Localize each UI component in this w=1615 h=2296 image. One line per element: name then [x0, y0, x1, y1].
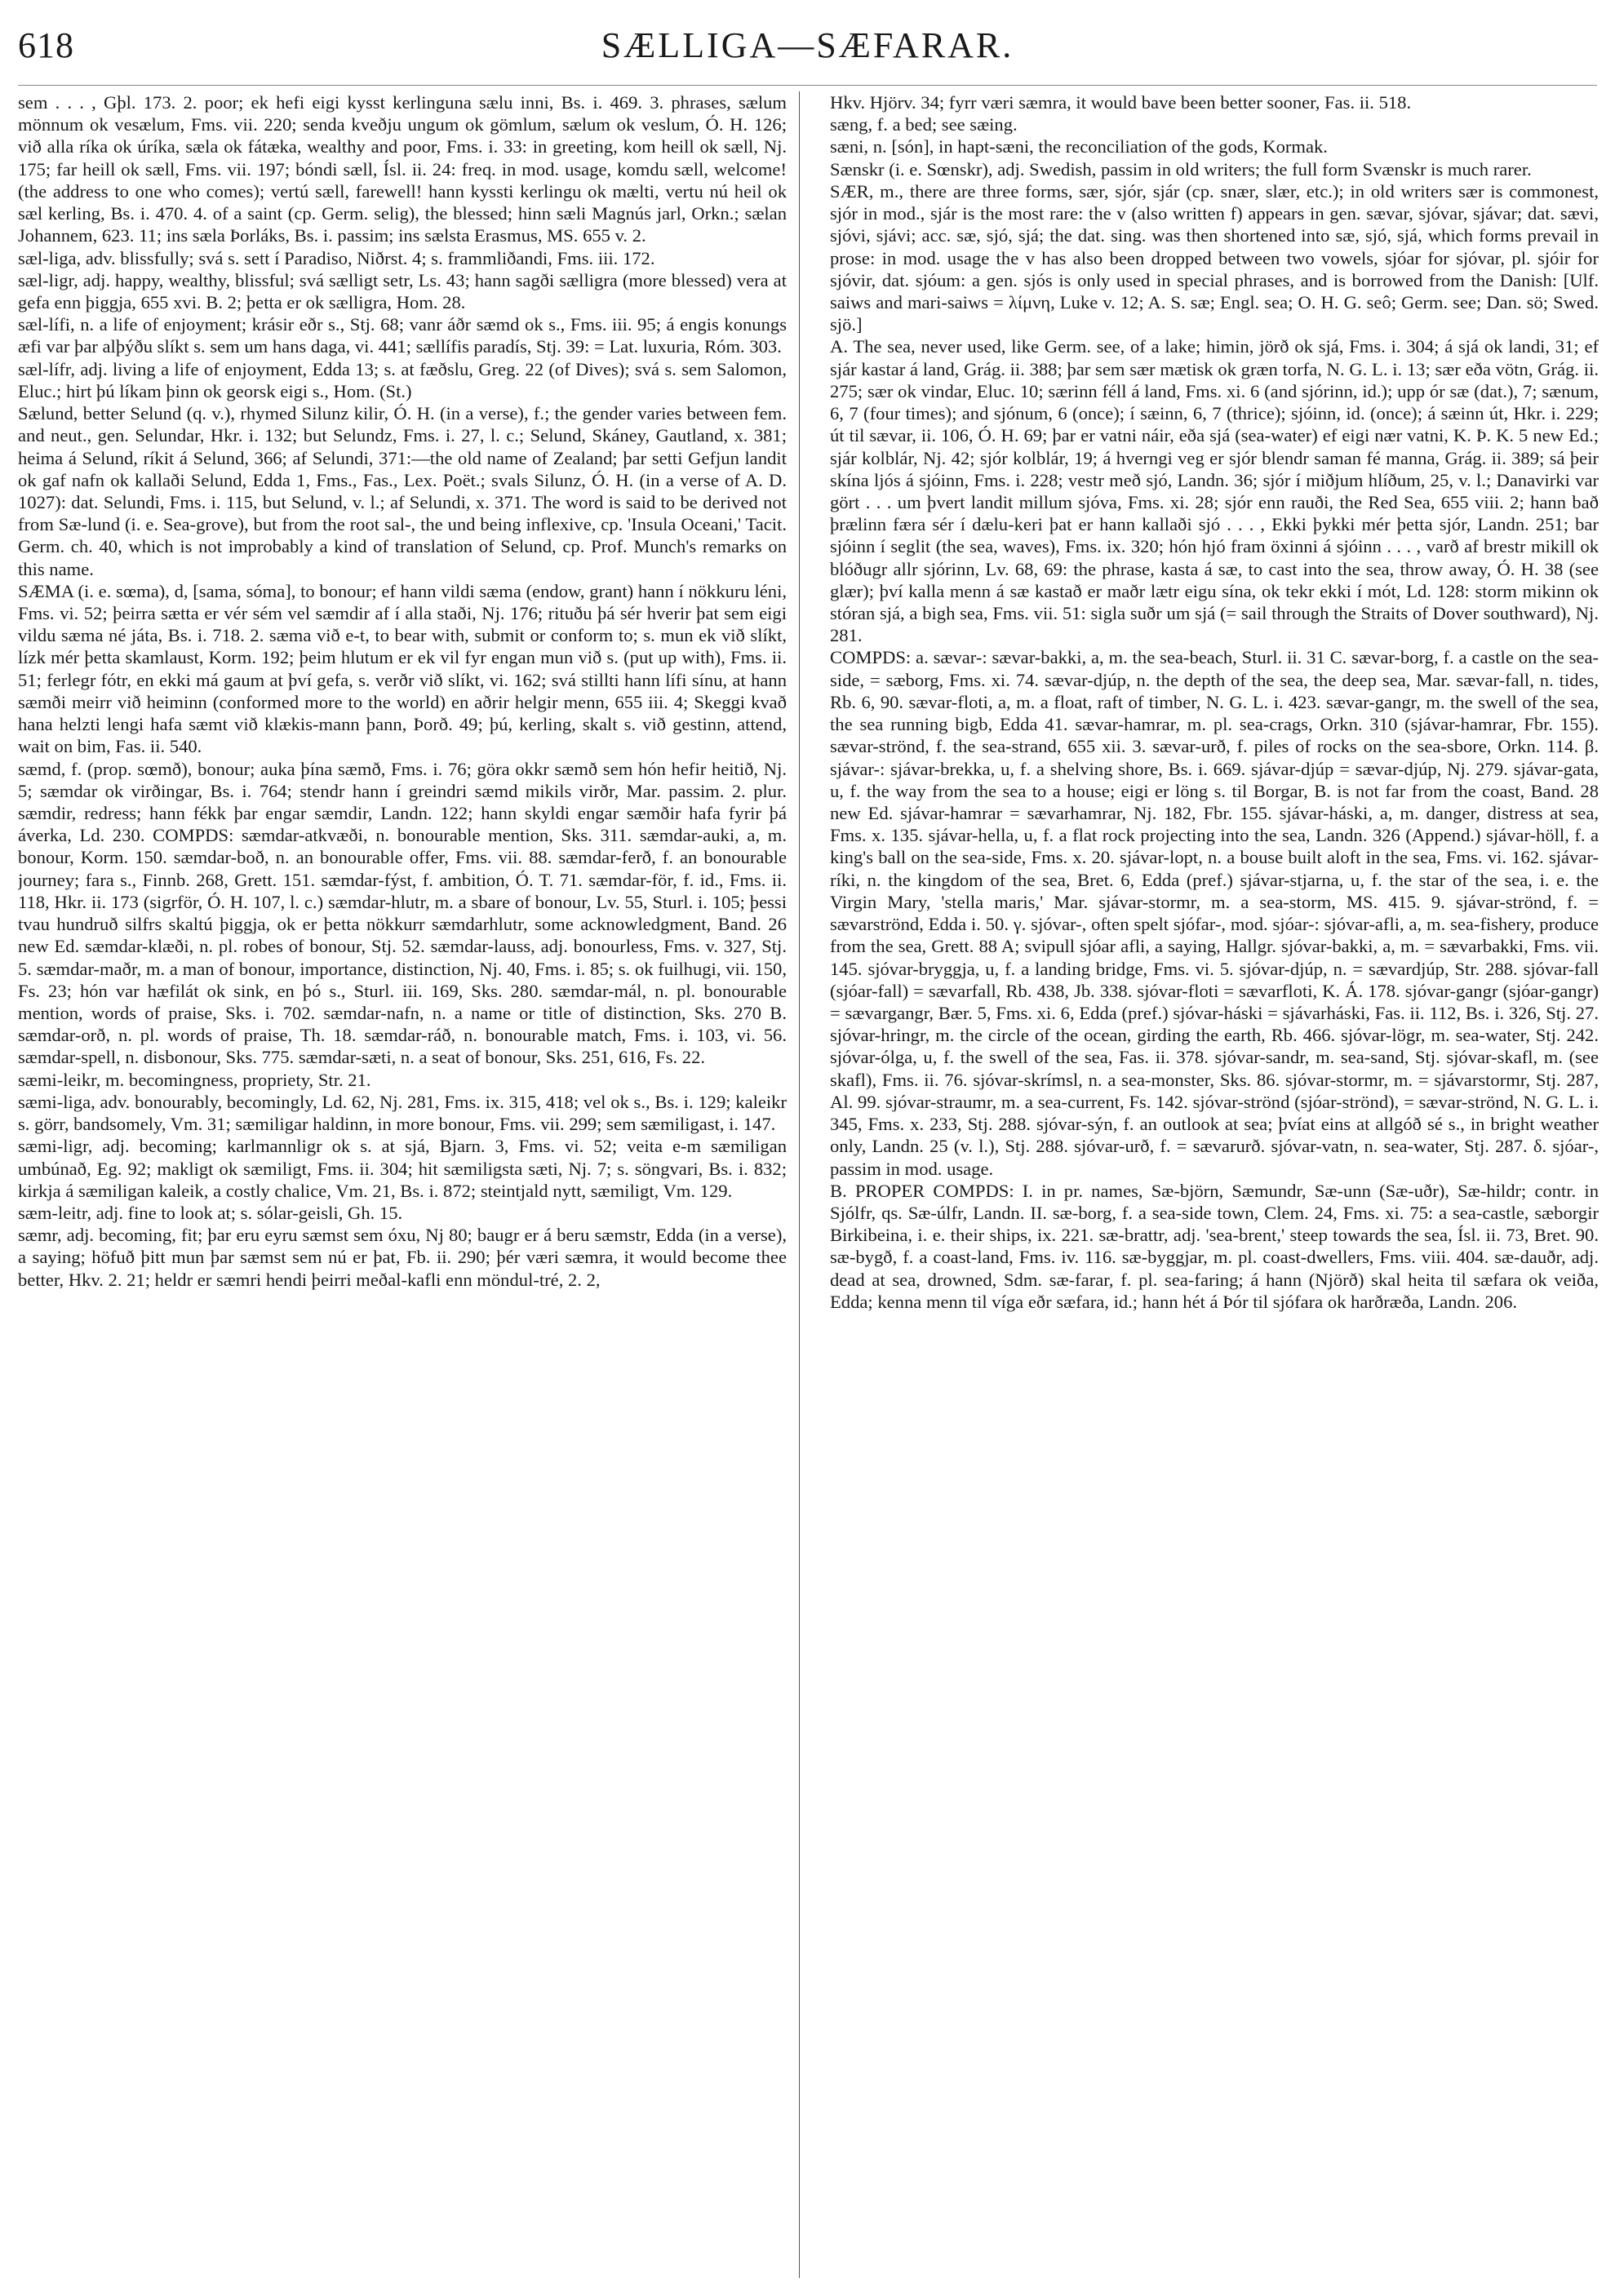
entry-saemd: sæmd, f. (prop. sœmð), bonour; auka þína sæmð, Fms. i. 76; göra okkr sæmð sem hón hefir heitið, Nj. 5; sæmdar ok virðingar, Bs. i. 764; stendr hann í greindri sæmd mikils virðr, Mar. passim. 2. plur. sæmdir, redress; hann fékk þar engar sæmdir, Landn. 122; hann skyldi engar sæmðir hafa fyrir þá áverka, Ld. 230. COMPDS: sæmdar-atkvæði, n. bonourable mention, Sks. 311. sæmdar-auki, a, m. bonour, Korm. 150. sæmdar-boð, n. an bonourable offer, Fms. vii. 88. sæmdar-ferð, f. an bonourable journey; fara s., Finnb. 268, Grett. 151. sæmdar-fýst, f. ambition, Ó. T. 71. sæmdar-för, f. id., Fms. ii. 118, Hkr. ii. 173 (sigrför, Ó. H. 107, l. c.) sæmdar-hlutr, m. a sbare of bonour, Lv. 55, Sturl. i. 105; þessi tvau hundruð silfrs skaltú þiggja, ok er þetta nökkurr sæmdarhlutr, some acknowledgment, Band. 26 new Ed. sæmdar-klæði, n. pl. robes of bonour, Stj. 52. sæmdar-lauss, adj. bonourless, Fms. v. 327, Stj. 5. sæmdar-maðr, m. a man of bonour, importance, distinction, Nj. 40, Fms. i. 85; s. ok fuilhugi, vii. 150, Fs. 23; hón var hæfilát ok sink, en þó s., Sturl. iii. 169, Sks. 280. sæmdar-mál, n. pl. bonourable mention, words of praise, Sks. i. 702. sæmdar-nafn, n. a name or title of distinction, Sks. 270 B. sæmdar-orð, n. pl. words of praise, Th. 18. sæmdar-ráð, n. bonourable match, Fms. i. 103, vi. 56. sæmdar-spell, n. disbonour, Sks. 775. sæmdar-sæti, n. a seat of bonour, Sks. 251, 616, Fs. 22. [18, 758, 787, 1068]
entry-saeni: sæni, n. [són], in hapt-sæni, the reconciliation of the gods, Kormak. [830, 136, 1328, 157]
entry-sael-ligr: sæl-ligr, adj. happy, wealthy, blissful; svá sælligt setr, Ls. 43; hann sagði sælligra (more blessed) vera at gefa enn þiggja, 655 xvi. B. 2; þetta er ok sælligra, Hom. 28. [18, 269, 787, 312]
entry-saemr-cont: Hkv. Hjörv. 34; fyrr væri sæmra, it would bave been better sooner, Fas. ii. 518. [830, 92, 1412, 113]
entry-saemi-leikr: sæmi-leikr, m. becomingness, propriety, Str. 21. [18, 1069, 371, 1090]
entry-saem-leitr: sæm-leitr, adj. fine to look at; s. sólar-geisli, Gh. 15. [18, 1202, 403, 1223]
page-number: 618 [18, 25, 74, 65]
entry-saeng: sæng, f. a bed; see sæing. [830, 114, 1018, 135]
column-divider [799, 91, 800, 2278]
entry-saer-proper-compounds: B. PROPER COMPDS: I. in pr. names, Sæ-björn, Sæmundr, Sæ-unn (Sæ-uðr), Sæ-hildr; contr. in Sjólfr, qs. Sæ-úlfr, Landn. II. sæ-borg, f. a sea-side town, Clem. 24, Fms. xi. 75: a sea-castle, sæborgir Birkibeina, i. e. their ships, ix. 221. sæ-brattr, adj. 'sea-brent,' steep towards the sea, Ísl. ii. 73, Bret. 90. sæ-bygð, f. a coast-land, Fms. iv. 116. sæ-byggjar, m. pl. coast-dwellers, Fms. viii. 404. sæ-dauðr, adj. dead at sea, drowned, Sdm. sæ-farar, f. pl. sea-faring; á hann (Njörð) skal heita til sæfara ok veiða, Edda; kenna menn til víga eðr sæfara, id.; hann hét á Þór til sjófara ok harðræða, Landn. 206. [830, 1180, 1599, 1312]
entry-saelund: Sælund, better Selund (q. v.), rhymed Silunz kilir, Ó. H. (in a verse), f.; the gender varies between fem. and neut., gen. Selundar, Hkr. i. 132; but Selundz, Fms. i. 27, l. c.; Selund, Skáney, Gautland, x. 381; heima á Selund, ríkit á Selund, 366; af Selundi, 371:—the old name of Zealand; þar setti Gefjun landit ok gaf nafn ok kallaði Selund, Edda 1, Fms., Fas., Lex. Poët.; svals Silunz, Ó. H. (in a verse of A. D. 1027): dat. Selundi, Fms. i. 115, but Selund, v. l.; af Selundi, x. 371. The word is said to be derived not from Sæ-lund (i. e. Sea-grove), but from the root sal-, the und being inflexive, cp. 'Insula Oceani,' Tacit. Germ. ch. 40, which is not improbably a kind of translation of Selund, cp. Prof. Munch's remarks on this name. [18, 403, 787, 579]
entry-saemi-liga: sæmi-liga, adv. bonourably, becomingly, Ld. 62, Nj. 281, Fms. ix. 315, 418; vel ok s., Bs. i. 129; kaleikr s. görr, bandsomely, Vm. 31; sæmiligar haldinn, in more bonour, Fms. vii. 299; sem sæmiligast, i. 147. [18, 1091, 787, 1135]
entry-sael-liga: sæl-liga, adv. blissfully; svá s. sett í Paradiso, Niðrst. 4; s. frammliðandi, Fms. iii. 172. [18, 247, 655, 268]
entry-saer-a-the-sea: A. The sea, never used, like Germ. see, of a lake; himin, jörð ok sjá, Fms. i. 304; á sjá ok landi, 31; ef sjár kastar á land, Grág. ii. 388; þar sem sær mætisk ok græn torfa, N. G. L. i. 13; sær eða vötn, Grág. ii. 275; sær ok vindar, Eluc. 10; særinn féll á land, Fms. xi. 6 (and sjórinn, id.); upp ór sæ (dat.), 7; sænum, 6, 7 (four times); and sjónum, 6 (once); í sæinn, 6, 7 (thrice); sjóinn, id. (once); á sæinn út, Hkr. i. 229; út til sævar, ii. 106, Ó. H. 69; þar er vatni náir, eða sjá (sea-water) ef eigi nær vatni, K. Þ. K. 5 new Ed.; sjár kolblár, Nj. 42; sjór kolblár, 19; á hverngi veg er sjór blendr saman fé manna, Grág. ii. 389; sá þeir skína ljós á sjóinn, Fms. i. 228; vestr með sjó, Landn. 36; sjór í miðjum hlíðum, 25, v. l.; Danavirki var gört . . . um þvert landit millum sjóva, Fms. xi. 28; sjór enn rauði, the Red Sea, 655 viii. 2; hann bað þrælinn færa sér í dælu-keri þat er hann kallaði sjó . . . , Ekki þykki mér þetta sjór, Landn. 251; bar sjóinn í seglit (the sea, waves), Fms. ix. 320; hón hjó fram öxinni á sjóinn . . . , varð af brestr mikill ok blóðugr allr sjórinn, Lv. 68, 69: the phrase, kasta á sæ, to cast into the sea, throw away, Ó. H. 38 (see glær); því kalla menn á sæ kastað er maðr lætr eigu sína, ok tekr ekki í mót, Ld. 128: storm mikinn ok stóran sjá, a bigh sea, Fms. vii. 51: sigla suðr um sjá (= sail through the Straits of Dover southward), Nj. 281. [830, 336, 1599, 646]
entry-saenskr: Sænskr (i. e. Sœnskr), adj. Swedish, passim in old writers; the full form Svænskr is much rarer. [830, 158, 1532, 180]
entry-saer: SÆR, m., there are three forms, sær, sjór, sjár (cp. snær, slær, etc.); in old writers sær is commonest, sjór in mod., sjár is the most rare: the v (also written f) appears in gen. sævar, sjóvar, sjávar; dat. sævi, sjóvi, sjávi; acc. sæ, sjó, sjá; the dat. sing. was then shortened into sæ, sjó, sjá, which forms prevail in prose: in mod. usage the v has also been dropped between two vowels, sjóar for sjóvar, pl. sjóir for sjóvir, dat. sjóum: a gen. sjós is only used in special phrases, and is borrowed from the Danish: [Ulf. saiws and mari-saiws = λίμνη, Luke v. 12; A. S. sæ; Engl. sea; O. H. G. seô; Germ. see; Dan. sö; Swed. sjö.] [830, 180, 1599, 335]
entry-saemr: sæmr, adj. becoming, fit; þar eru eyru sæmst sem óxu, Nj 80; baugr er á beru sæmstr, Edda (in a verse), a saying; höfuð þitt mun þar sæmst sem nú er þat, Fb. ii. 290; þér væri sæmra, it would become thee better, Hkv. 2. 21; heldr er sæmri hendi þeirri meðal-kafli enn möndul-tré, 2. 2, [18, 1225, 787, 1290]
entry-saema: SÆMA (i. e. sœma), d, [sama, sóma], to bonour; ef hann vildi sæma (endow, grant) hann í nökkuru léni, Fms. vi. 52; þeirra sætta er vér sém vel sæmdir af í alla staði, Nj. 176; rituðu þá sér hverir þat sem eigi vildu sæma né játa, Bs. i. 718. 2. sæma við e-t, to bear with, submit or conform to; s. mun ek við slíkt, lízk mér þetta skamlaust, Korm. 192; þeim hlutum er ek vil fyr engan mun við s. (put up with), Fms. ii. 51; ferlegr fótr, en ekki má gaum at því gefa, s. verðr við slíkt, vi. 162; svá stillti hann lífi sínu, at hann sæmði meirr við heiminn (conformed more to the world) en aðrir helgir menn, 655 iii. 4; Skeggi kvað hana helzti lengi hafa sæmt við klækis-mann þann, Þorð. 49; þú, kerling, skalt s. við gestinn, attend, wait on bim, Fas. ii. 540. [18, 580, 787, 757]
page-header [18, 18, 1597, 75]
left-column [18, 91, 787, 2278]
header-rule [18, 85, 1597, 86]
running-title: SÆLLIGA—SÆFARAR. [601, 25, 1014, 65]
entry-saer-compounds: COMPDS: a. sævar-: sævar-bakki, a, m. the sea-beach, Sturl. ii. 31 C. sævar-borg, f. a castle on the sea-side, = sæborg, Fms. xi. 74. sævar-djúp, n. the depth of the sea, the deep sea, Mar. sævar-fall, n. tides, Rb. 6, 90. sævar-floti, a, m. a float, raft of timber, N. G. L. i. 423. sævar-gangr, m. the swell of the sea, the sea running bigb, Edda 41. sævar-hamrar, m. pl. sea-crags, Orkn. 310 (sjávar-hamrar, Fbr. 155). sævar-strönd, f. the sea-strand, 655 xii. 3. sævar-urð, f. piles of rocks on the sea-sbore, Orkn. 114. β. sjávar-: sjávar-brekka, u, f. a shelving shore, Bs. i. 669. sjávar-djúp = sævar-djúp, Nj. 279. sjávar-gata, u, f. the way from the sea to a house; eigi er löng s. til Borgar, B. is not far from the coast, Band. 28 new Ed. sjávar-hamrar = sævarhamrar, Nj. 182, Fbr. 155. sjávar-háski, a, m. danger, distress at sea, Fms. x. 135. sjávar-hella, u, f. a flat rock projecting into the sea, Landn. 326 (Append.) sjávar-höll, f. a king's ball on the sea-side, Fms. x. 20. sjávar-lopt, n. a bouse built aloft in the sea, Fms. vi. 162. sjávar-ríki, n. the kingdom of the sea, Bret. 6, Edda (pref.) sjávar-stjarna, u, f. the star of the sea, i. e. the Virgin Mary, 'stella maris,' Mar. sjávar-stormr, m. a sea-storm, MS. 415. 9. sjávar-strönd, f. = sævarströnd, Edda i. 50. γ. sjóvar-, often spelt sjófar-, mod. sjóar-: sjóvar-afli, a, m. sea-fishery, produce from the sea, Grett. 88 A; svipull sjóar afli, a saying, Hallgr. sjóvar-bakki, a, m. = sævarbakki, Fms. vii. 145. sjóvar-bryggja, u, f. a landing bridge, Fms. vi. 5. sjóvar-djúp, n. = sævardjúp, Str. 288. sjóvar-fall (sjóar-fall) = sævarfall, Rb. 438, Jb. 338. sjóvar-floti = sævarfloti, K. Á. 178. sjóvar-gangr (sjóar-gangr) = sævargangr, Bær. 5, Fms. xi. 6, Edda (pref.) sjóvar-háski = sjávarháski, Fas. ii. 112, Bs. i. 326, Stj. 27. sjóvar-hringr, m. the circle of the ocean, girding the earth, Rb. 466. sjóvar-lögr, m. sea-water, Stj. 242. sjóvar-ólga, u, f. the swell of the sea, Fas. ii. 378. sjóvar-sandr, m. sea-sand, Stj. sjóvar-skafl, m. (see skafl), Fms. ii. 76. sjóvar-skrímsl, n. a sea-monster, Sks. 86. sjóvar-stormr, m. = sjávarstormr, Stj. 287, Al. 99. sjóvar-straumr, m. a sea-current, Fs. 142. sjóvar-strönd (sjóar-strönd), = sævar-strönd, N. G. L. i. 345, Fms. x. 233, Stj. 288. sjóvar-sýn, f. an outlook at sea; þvíat eins at allgóð sé s., in bright weather only, Landn. 25 (v. l.), Stj. 288. sjóvar-urð, f. = sævarurð. sjóvar-vatn, n. sea-water, Stj. 287. δ. sjóar-, passim in mod. usage. [830, 647, 1599, 1179]
entry-sael-lifr: sæl-lífr, adj. living a life of enjoyment, Edda 13; s. at fæðslu, Greg. 22 (of Dives); svá s. sem Salomon, Eluc.; hirt þú líkam þinn ok georsk eigi s., Hom. (St.) [18, 358, 787, 401]
entry-saell-cont: sem . . . , Gþl. 173. 2. poor; ek hefi eigi kysst kerlinguna sælu inni, Bs. i. 469. 3. phrases, sælum mönnum ok vesælum, Fms. vii. 220; senda kveðju ungum ok gömlum, sælum ok veslum, Ó. H. 126; við alla ríka ok úríka, sæla ok fátæka, wealthy and poor, Fms. i. 33: in greeting, kom heill ok sæll, Nj. 175; far heill ok sæll, Fms. vii. 197; bóndi sæll, Ísl. ii. 24: freq. in mod. usage, komdu sæll, welcome! (the address to one who comes); vertú sæll, farewell! hann kyssti kerlingu ok mælti, vertu nú heil ok sæl kerling, Bs. i. 470. 4. of a saint (cp. Germ. selig), the blessed; hinn sæli Magnús jarl, Orkn.; sælan Johannem, 623. 11; ins sæla Þorláks, Bs. i. passim; ins sælsta Erasmus, MS. 655 v. 2. [18, 92, 787, 246]
right-column [830, 91, 1599, 2278]
entry-sael-lifi: sæl-lífi, n. a life of enjoyment; krásir eðr s., Stj. 68; vanr áðr sæmd ok s., Fms. iii. 95; á engis konungs æfi var þar alþýðu slíkt s. sem um hans daga, vi. 441; sællífis paradís, Stj. 39: = Lat. luxuria, Róm. 303. [18, 314, 787, 357]
entry-saemi-ligr: sæmi-ligr, adj. becoming; karlmannligr ok s. at sjá, Bjarn. 3, Fms. vi. 52; veita e-m sæmiligan umbúnað, Eg. 92; makligt ok sæmiligt, Fms. ii. 304; hit sæmiligsta sæti, Nj. 7; s. söngvari, Bs. i. 832; kirkja á sæmiligan kaleik, a costly chalice, Vm. 21, Bs. i. 872; steintjald nytt, sæmiligt, Vm. 129. [18, 1136, 787, 1201]
